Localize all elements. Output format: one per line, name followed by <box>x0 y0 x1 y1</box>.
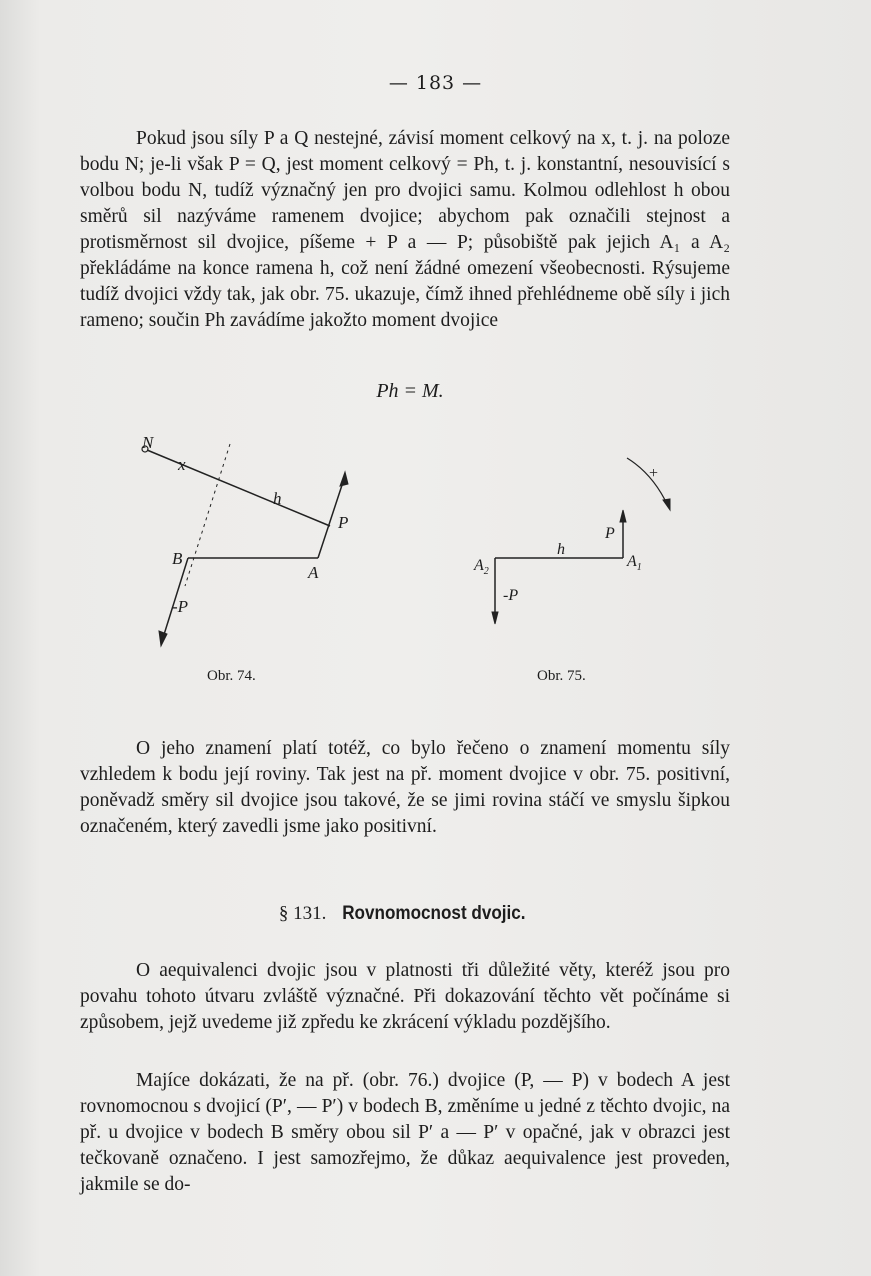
fig75-arrow-negp <box>492 612 498 624</box>
paragraph-3 <box>80 958 730 1036</box>
fig75-label-plus: + <box>649 465 659 482</box>
fig75-label-negp: -P <box>503 587 519 604</box>
fig74-arrow-negp <box>159 631 167 646</box>
fig74-arrow-p <box>340 472 348 486</box>
figure-74 <box>130 436 390 666</box>
fig74-label-h: h <box>273 489 282 508</box>
fig74-label-x: x <box>178 455 186 474</box>
figure-75 <box>465 436 705 636</box>
paragraph-2 <box>80 736 730 840</box>
formula: Ph = M. <box>376 380 444 402</box>
paragraph-1-text: Pokud jsou síly P a Q nestejné, závisí moment celkový na x, t. j. na poloze bodu N; je-li však P = Q, jest moment celkový = Ph, t. j. konstantní, nesouvisící s volbou bodu N, tudíž význačný jen pro dvojici samu. Kolmou odlehlost h obou směrů sil nazýváme ramenem dvojice; abychom pak označili stejnost a protisměrnost sil dvojice, píšeme + P a — P; působiště pak jejich A₁ a A₂ překládáme na konce ramena h, což není žádné omezení všeobecnosti. Rýsujeme tudíž dvojici vždy tak, jak obr. 75. ukazuje, čímž ihned přehlédneme obě síly i jich rameno; součin Ph zavádíme jakožto moment dvojice <box>80 128 730 331</box>
fig74-label-n: N <box>142 436 154 452</box>
fig74-label-p: P <box>338 513 349 532</box>
fig75-rotation-arc <box>627 458 668 506</box>
paragraph-1 <box>80 126 730 334</box>
fig74-label-negp: -P <box>172 597 189 616</box>
fig74-label-b: B <box>172 549 183 568</box>
fig75-label-a2: $A_2$ <box>474 557 489 577</box>
figure-75-caption: Obr. 75. <box>537 668 586 684</box>
fig75-arrow-p <box>620 510 626 522</box>
section-title: Rovnomocnost dvojic. <box>342 903 526 924</box>
paragraph-4 <box>80 1068 730 1198</box>
fig75-label-p: P <box>605 525 615 542</box>
fig75-rotation-arrow <box>663 499 670 510</box>
figure-74-caption: Obr. 74. <box>207 668 256 684</box>
fig75-label-a1: $A_1$ <box>627 553 642 573</box>
section-number: § 131. <box>278 903 327 924</box>
fig75-label-h: h <box>557 541 565 558</box>
paragraph-4-text: Majíce dokázati, že na př. (obr. 76.) dvojice (P, — P) v bodech A jest rovnomocnou s dvojicí (P′, — P′) v bodech B, změníme u jedné z těchto dvojic, na př. u dvojice v bodech B směry obou sil P′ a — P′ v opačné, jak v obrazci jest tečkovaně označeno. I jest samozřejmo, že důkaz aequivalence jest proveden, jakmile se do- <box>80 1070 730 1195</box>
page-number: — 183 — <box>388 72 483 94</box>
fig74-label-a: A <box>308 563 319 582</box>
fig74-line-np <box>147 450 330 526</box>
paragraph-3-text: O aequivalenci dvojic jsou v platnosti tři důležité věty, kteréž jsou pro povahu tohoto útvaru zvláště význačné. Při dokazování těchto vět počínáme si způsobem, jejž uvedeme již zpředu ke zkrácení výkladu pozdějšího. <box>80 960 730 1033</box>
paragraph-2-text: O jeho znamení platí totéž, co bylo řečeno o znamení momentu síly vzhledem k bodu její roviny. Tak jest na př. moment dvojice v obr. 75. positivní, poněvadž směry sil dvojice jsou takové, že se jimi rovina stáčí ve smyslu šipkou označeném, který zavedli jsme jako positivní. <box>80 738 730 837</box>
section-heading <box>0 902 815 925</box>
fig74-dotted-line <box>185 444 230 586</box>
